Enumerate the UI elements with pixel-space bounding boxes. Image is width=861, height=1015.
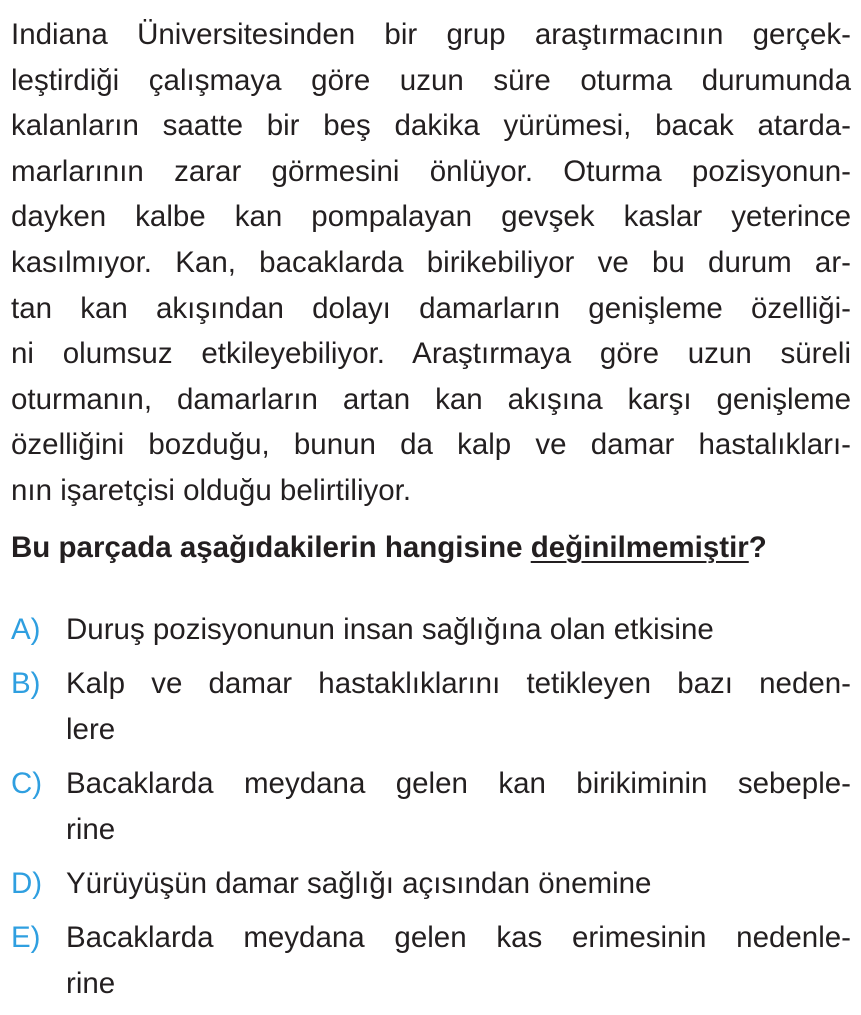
option-text: rine xyxy=(66,967,116,1000)
option-letter: E) xyxy=(11,921,41,954)
question-stem xyxy=(11,528,851,568)
option-text: lere xyxy=(66,713,116,746)
option-text: Bacaklarda meydana gelen kas erimesinin nedenle- xyxy=(66,921,851,954)
option-letter: A) xyxy=(11,613,41,646)
passage-line: özelliğini bozduğu, bunun da kalp ve damar hastalıkları- xyxy=(11,428,851,462)
passage-line: kasılmıyor. Kan, bacaklarda birikebiliyor ve bu durum ar- xyxy=(11,245,851,279)
option-text: Bacaklarda meydana gelen kan birikiminin sebeple- xyxy=(66,767,851,800)
passage-text xyxy=(11,0,851,514)
option-d[interactable] xyxy=(11,861,851,907)
option-letter: B) xyxy=(11,667,41,700)
passage-line: dayken kalbe kan pompalayan gevşek kaslar yeterince xyxy=(11,200,851,234)
option-b[interactable] xyxy=(11,661,851,753)
option-letter: D) xyxy=(11,867,43,900)
passage-line: Indiana Üniversitesinden bir grup araştırmacının gerçek- xyxy=(11,18,851,51)
option-e[interactable] xyxy=(11,915,851,1007)
option-text: Kalp ve damar hastaklıklarını tetikleyen bazı neden- xyxy=(66,667,851,700)
passage-line: marlarının zarar görmesini önlüyor. Oturma pozisyonun- xyxy=(11,154,851,188)
option-text: Duruş pozisyonunun insan sağlığına olan etkisine xyxy=(66,613,714,646)
question-page xyxy=(11,0,851,1000)
passage-line: leştirdiği çalışmaya göre uzun süre oturma durumunda xyxy=(11,63,851,97)
question-negative-word: değinilmemiştir xyxy=(530,531,749,564)
answer-options xyxy=(11,607,851,1015)
option-text: Yürüyüşün damar sağlığı açısından önemine xyxy=(66,867,652,900)
passage-line: tan kan akışından dolayı damarların genişleme özelliği- xyxy=(11,291,851,325)
passage-line: nın işaretçisi olduğu belirtiliyor. xyxy=(11,473,412,507)
option-letter: C) xyxy=(11,767,43,800)
option-c[interactable] xyxy=(11,761,851,853)
passage-line: ni olumsuz etkileyebiliyor. Araştırmaya göre uzun süreli xyxy=(11,337,851,371)
option-text: rine xyxy=(66,813,116,846)
option-a[interactable] xyxy=(11,607,851,653)
passage-line: kalanların saatte bir beş dakika yürümesi, bacak atarda- xyxy=(11,109,851,143)
question-prefix: Bu parçada aşağıdakilerin hangisine xyxy=(11,531,531,564)
passage-line: oturmanın, damarların artan kan akışına karşı genişleme xyxy=(11,382,851,416)
question-suffix: ? xyxy=(748,531,767,564)
